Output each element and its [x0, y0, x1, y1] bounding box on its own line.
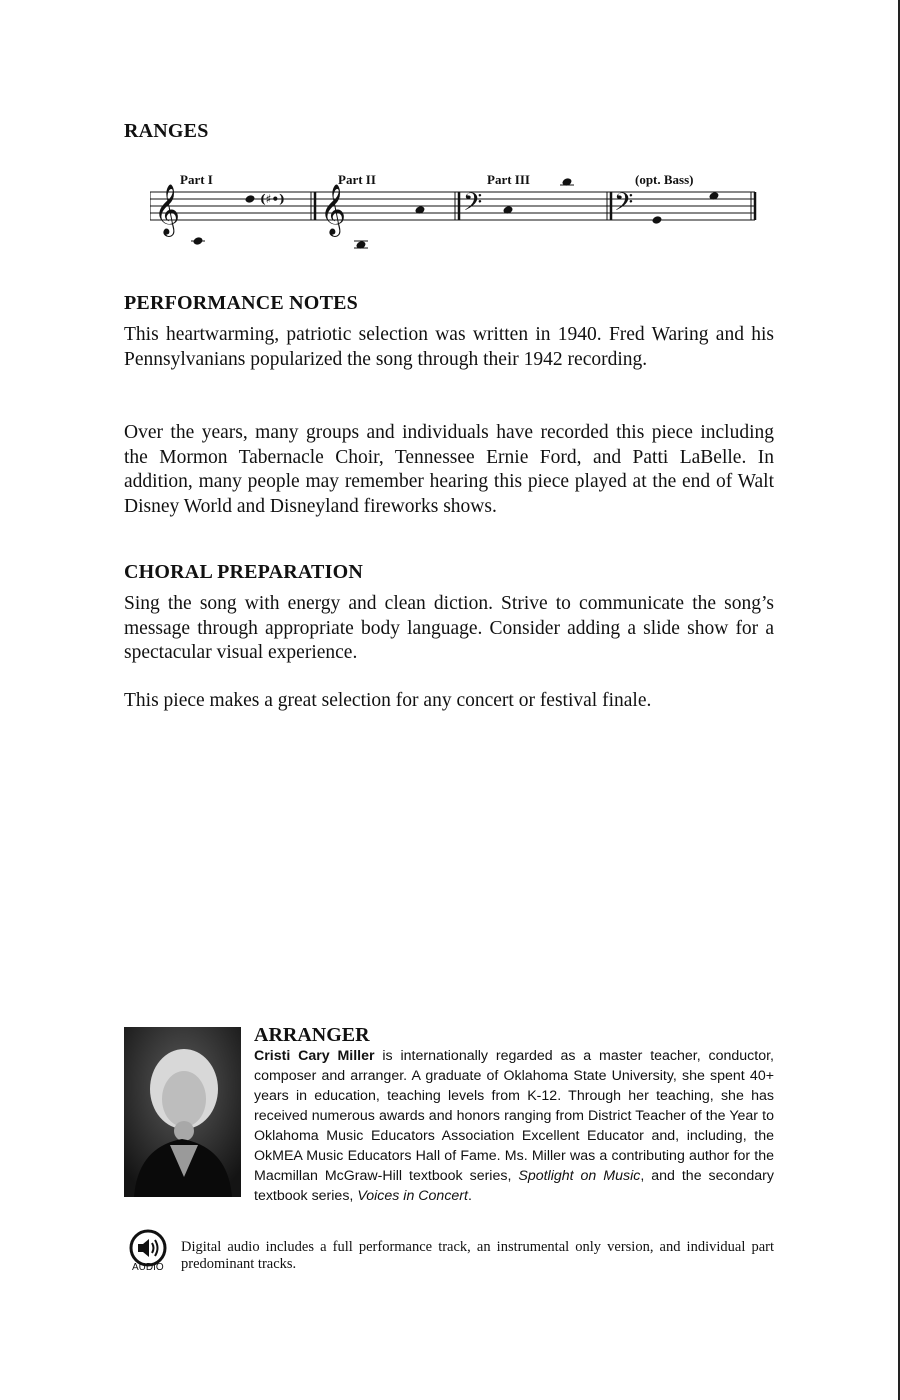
staff-svg — [150, 166, 760, 256]
audio-note: Digital audio includes a full performance track, an instrumental only version, and individual part predominant tracks. — [181, 1239, 774, 1272]
arranger-bio — [254, 1046, 774, 1206]
arranger-bio-text: . — [467, 1188, 472, 1204]
bass-clef-icon: 𝄢 — [614, 188, 634, 223]
part-3-label: Part III — [487, 172, 530, 187]
treble-clef-icon: 𝄞 — [320, 184, 347, 235]
part-2-label: Part II — [338, 172, 376, 187]
performance-notes-paragraph-2: Over the years, many groups and individuals have recorded this piece including the Mormon Tabernacle Choir, Tennessee Ernie Ford, and Patti LaBelle. In addition, many people may remember hearing this piece played at the end of Walt Disney World and Disneyland fireworks shows. — [124, 422, 774, 517]
arranger-bio-text: is internationally regarded as a master teacher, conductor, composer and arranger. A graduate of Oklahoma State University, she spent 40+ years in education, teaching levels from K-12. Through her teaching, she has received numerous awards and honors ranging from District Teacher of the Year to Oklahoma Music Educators Association Excellent Educator and, including, the OkMEA Music Educators Hall of Fame. Ms. Miller was a contributing author for the Macmillan McGraw-Hill textbook series, — [254, 1048, 774, 1184]
arranger-name: Cristi Cary Miller — [254, 1048, 375, 1064]
performance-notes-heading: PERFORMANCE NOTES — [124, 292, 358, 314]
audio-label: AUDIO — [132, 1262, 164, 1273]
series-title-1: Spotlight on Music — [518, 1168, 641, 1184]
arranger-heading: ARRANGER — [254, 1024, 370, 1046]
treble-clef-icon: 𝄞 — [154, 184, 181, 235]
series-title-2: Voices in Concert — [357, 1188, 468, 1204]
part-1-accidental: (♯•) — [260, 192, 285, 206]
arranger-bio-text: , and the secondary textbook series, — [254, 1168, 774, 1204]
choral-preparation-paragraph-2: This piece makes a great selection for any concert or festival finale. — [124, 690, 652, 711]
portrait-image — [124, 1027, 241, 1197]
part-1-label: Part I — [180, 172, 213, 187]
arranger-photo — [124, 1027, 241, 1197]
choral-preparation-paragraph-1: Sing the song with energy and clean diction. Strive to communicate the song’s message through appropriate body language. Consider adding a slide show for a spectacular visual experience. — [124, 593, 774, 663]
bass-clef-icon: 𝄢 — [463, 188, 483, 223]
ranges-staff — [150, 166, 760, 256]
ranges-heading: RANGES — [124, 120, 209, 142]
choral-preparation-heading: CHORAL PREPARATION — [124, 561, 363, 583]
opt-bass-label: (opt. Bass) — [635, 172, 694, 187]
performance-notes-paragraph-1: This heartwarming, patriotic selection was written in 1940. Fred Waring and his Pennsylvanians popularized the song through their 1942 recording. — [124, 324, 774, 370]
